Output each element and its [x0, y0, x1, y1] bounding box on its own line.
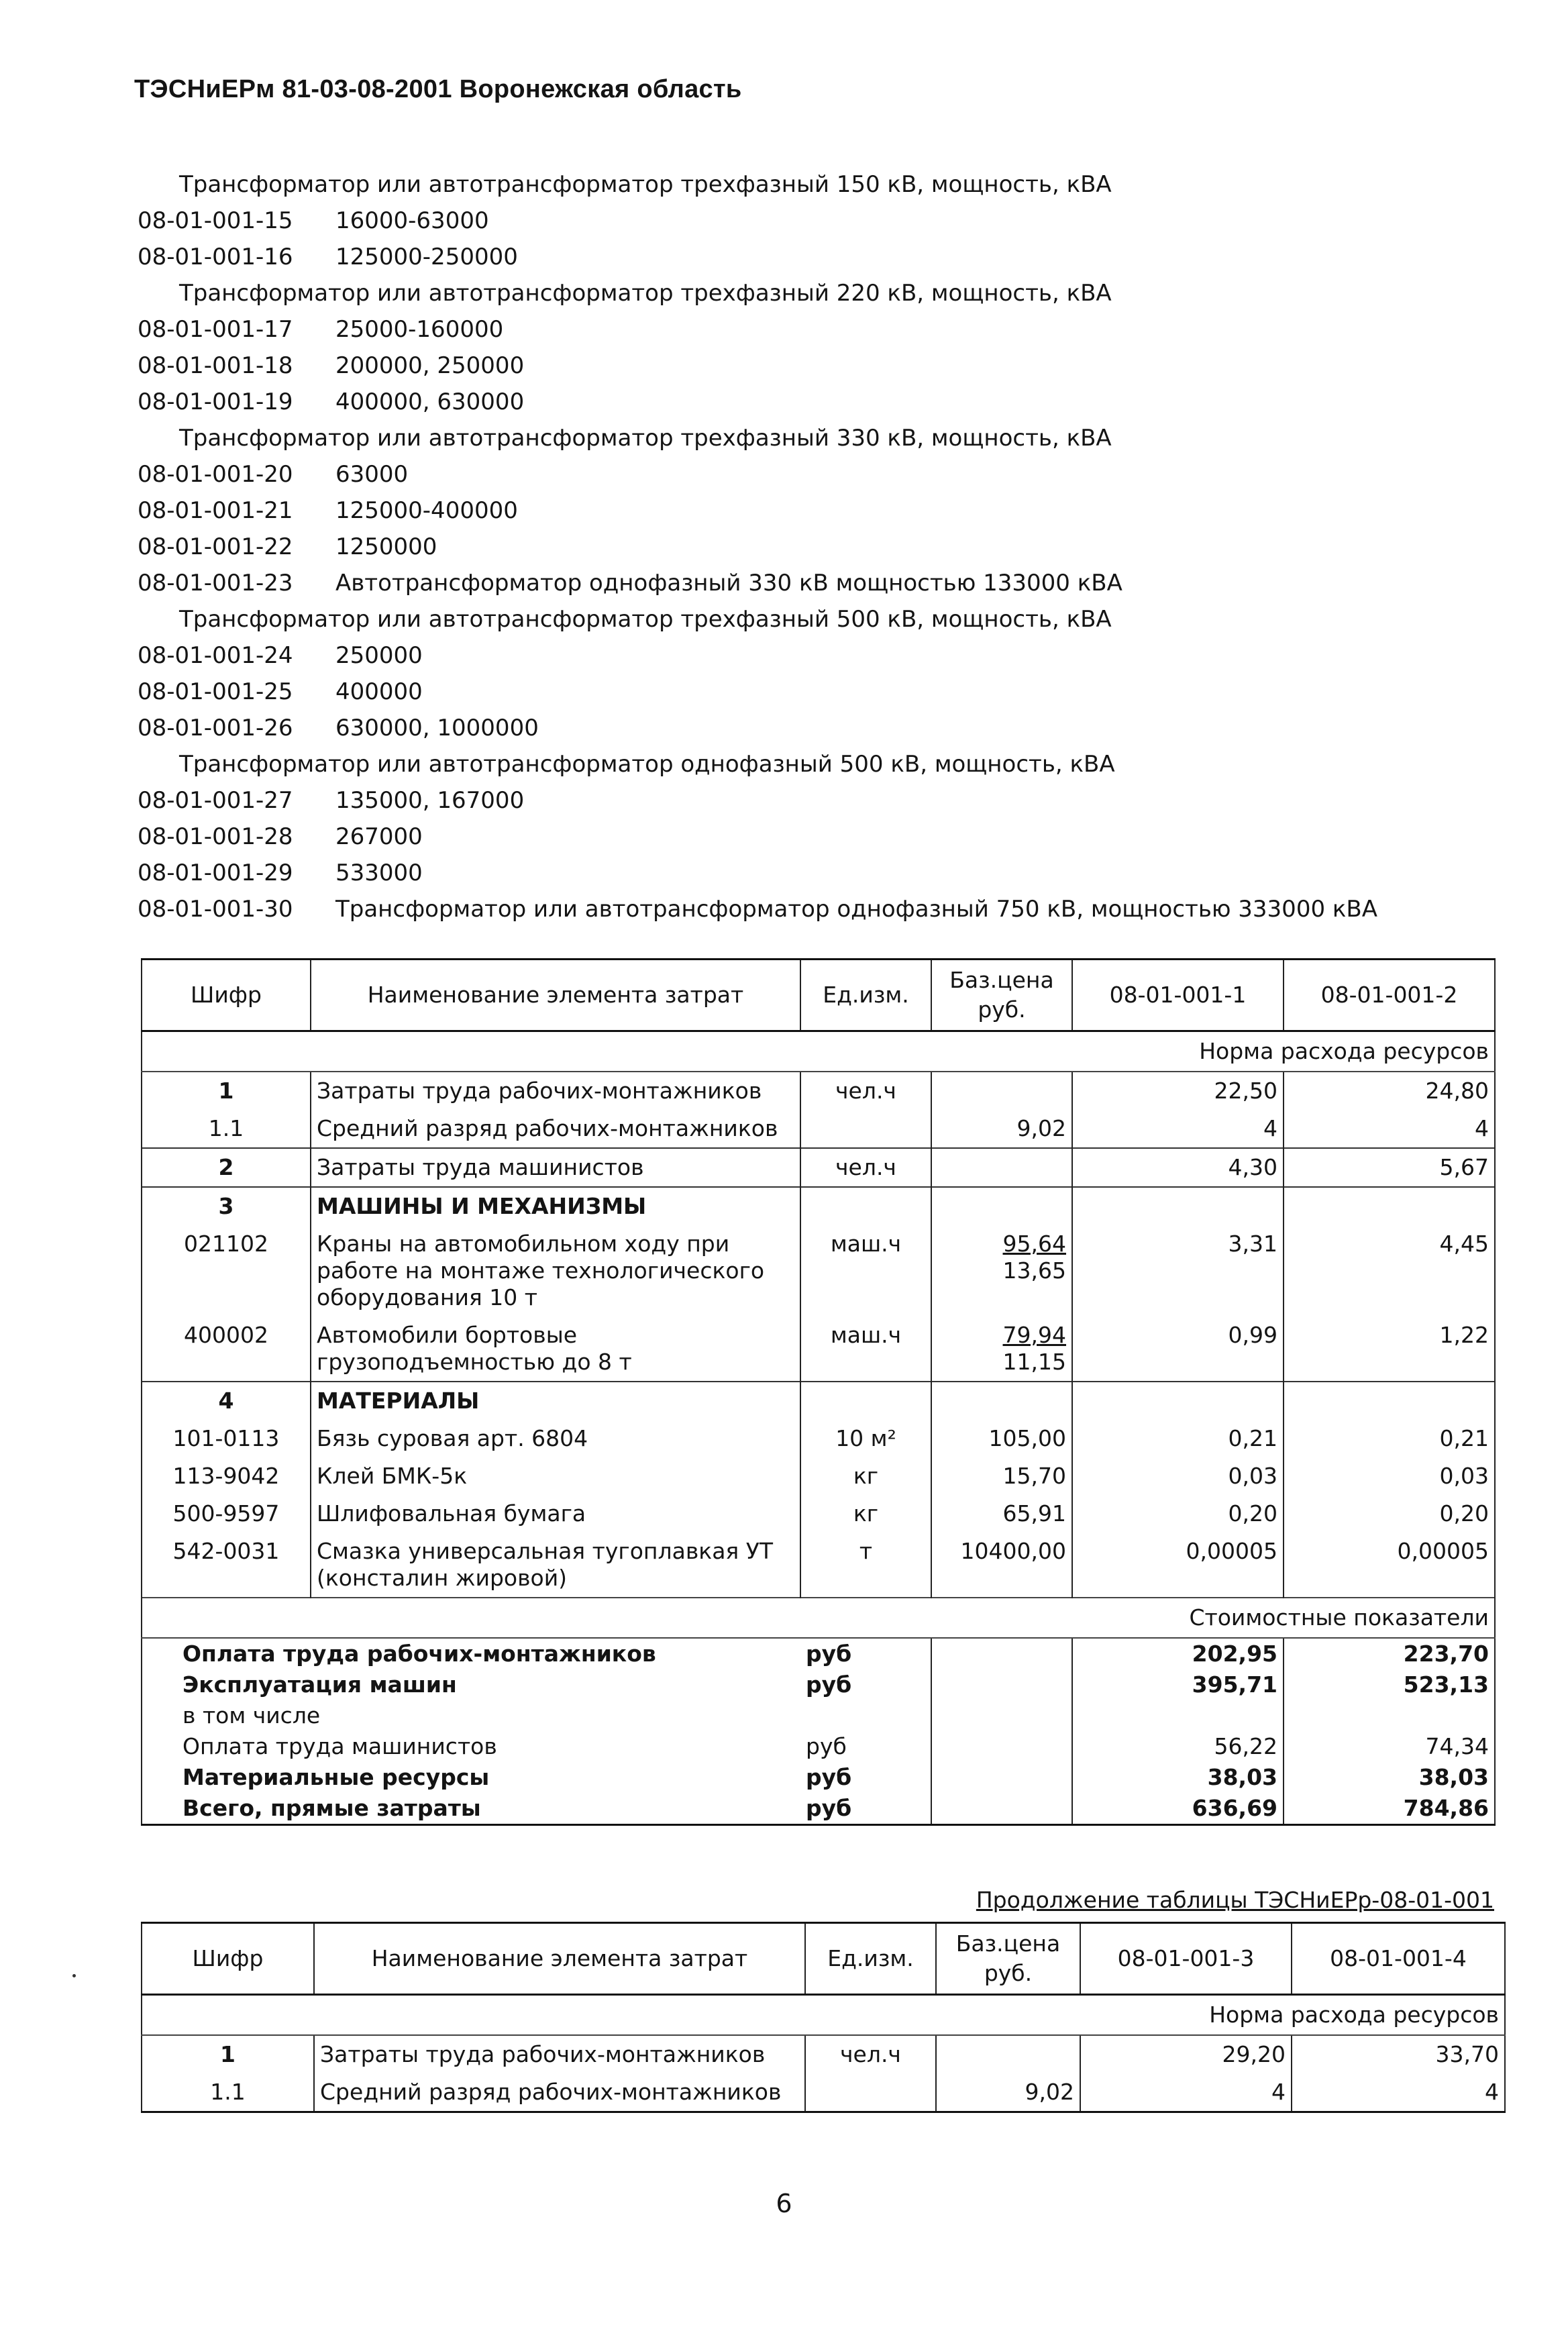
total-unit: руб: [800, 1669, 931, 1700]
row-value-2: 5,67: [1284, 1148, 1495, 1187]
table-header-row: [142, 960, 1495, 1031]
listing-item: [138, 311, 1466, 348]
row-code: 1.1: [142, 2073, 314, 2112]
cost-label: Стоимостные показатели: [142, 1598, 1495, 1638]
row-price: [931, 1457, 1072, 1495]
row-price: [931, 1420, 1072, 1457]
row-price-value: 65,91: [1002, 1500, 1066, 1527]
row-name: Затраты труда рабочих-монтажников: [311, 1072, 800, 1110]
row-value-1: 0,03: [1072, 1457, 1284, 1495]
row-code: 113-9042: [142, 1457, 311, 1495]
row-name: МАШИНЫ И МЕХАНИЗМЫ: [311, 1187, 800, 1225]
norm-label-row: [142, 1995, 1505, 2036]
total-label: Эксплуатация машин: [142, 1669, 800, 1700]
row-value-2: 0,03: [1284, 1457, 1495, 1495]
table-row: [142, 1533, 1495, 1598]
listing-text: 267000: [335, 823, 423, 850]
row-value-1: 4: [1080, 2073, 1292, 2112]
total-value-1: 202,95: [1072, 1638, 1284, 1669]
listing-item: [138, 710, 1466, 746]
row-value-2: 0,20: [1284, 1495, 1495, 1533]
total-row: [142, 1731, 1495, 1762]
row-price-value: 15,70: [1002, 1463, 1066, 1489]
page-number: 6: [776, 2189, 792, 2218]
total-label: Всего, прямые затраты: [142, 1793, 800, 1825]
listing-item: [138, 819, 1466, 855]
row-value-2: 4: [1284, 1110, 1495, 1148]
row-code: 400002: [142, 1316, 311, 1382]
row-name: Смазка универсальная тугоплавкая УТ (консталин жировой): [311, 1533, 800, 1598]
row-value-2: [1284, 1382, 1495, 1420]
norm-label: Норма расхода ресурсов: [142, 1031, 1495, 1072]
listing-text: 400000, 630000: [335, 389, 525, 415]
total-value-2: 523,13: [1284, 1669, 1495, 1700]
row-name: Затраты труда машинистов: [311, 1148, 800, 1187]
row-unit: [805, 2073, 936, 2112]
row-value-1: 22,50: [1072, 1072, 1284, 1110]
row-unit: чел.ч: [800, 1072, 931, 1110]
listing-item: [138, 384, 1466, 420]
header-code: Шифр: [142, 1923, 314, 1995]
total-value-1: 395,71: [1072, 1669, 1284, 1700]
row-code: 021102: [142, 1225, 311, 1316]
table-row: [142, 1148, 1495, 1187]
listing-text: Трансформатор или автотрансформатор трехфазный 150 кВ, мощность, кВА: [179, 171, 1112, 198]
row-code: 1: [142, 2035, 314, 2073]
listing-text: 25000-160000: [335, 316, 504, 343]
listing-text: 125000-400000: [335, 497, 518, 524]
total-label: Оплата труда машинистов: [142, 1731, 800, 1762]
listing-text: Трансформатор или автотрансформатор однофазный 500 кВ, мощность, кВА: [179, 751, 1115, 778]
row-code: 4: [142, 1382, 311, 1420]
listing-text: 400000: [335, 678, 423, 705]
listing-text: 63000: [335, 461, 409, 488]
table-row: [142, 1495, 1495, 1533]
total-label: в том числе: [142, 1700, 800, 1731]
header-column-1: 08-01-001-3: [1080, 1923, 1292, 1995]
total-value-1: 38,03: [1072, 1762, 1284, 1793]
row-code: 500-9597: [142, 1495, 311, 1533]
listing-item: [138, 782, 1466, 819]
row-price-value: 95,64: [1002, 1231, 1066, 1257]
listing-code: 08-01-001-18: [138, 352, 293, 379]
resource-listing: [138, 166, 1466, 927]
table-row: [142, 1316, 1495, 1382]
listing-code: 08-01-001-23: [138, 570, 293, 597]
total-price: [931, 1700, 1072, 1731]
row-name: МАТЕРИАЛЫ: [311, 1382, 800, 1420]
total-value-2: [1284, 1700, 1495, 1731]
row-name: Затраты труда рабочих-монтажников: [314, 2035, 805, 2073]
listing-code: 08-01-001-30: [138, 896, 293, 923]
row-name: Шлифовальная бумага: [311, 1495, 800, 1533]
listing-group-heading: [138, 420, 1466, 456]
listing-code: 08-01-001-20: [138, 461, 293, 488]
listing-code: 08-01-001-19: [138, 389, 293, 415]
listing-item: [138, 203, 1466, 239]
row-value-1: 0,20: [1072, 1495, 1284, 1533]
row-price: [931, 1382, 1072, 1420]
row-price: [931, 1072, 1072, 1110]
row-price: [936, 2035, 1080, 2073]
row-value-2: 1,22: [1284, 1316, 1495, 1382]
listing-group-heading: [138, 601, 1466, 637]
listing-code: 08-01-001-26: [138, 715, 293, 741]
row-unit: чел.ч: [800, 1148, 931, 1187]
listing-item: [138, 529, 1466, 565]
row-code: 1: [142, 1072, 311, 1110]
table-row: [142, 1382, 1495, 1420]
listing-code: 08-01-001-22: [138, 533, 293, 560]
listing-item: [138, 348, 1466, 384]
row-unit: маш.ч: [800, 1225, 931, 1316]
listing-text: 250000: [335, 642, 423, 669]
listing-code: 08-01-001-28: [138, 823, 293, 850]
total-price: [931, 1669, 1072, 1700]
row-value-1: 4: [1072, 1110, 1284, 1148]
row-value-1: 3,31: [1072, 1225, 1284, 1316]
listing-code: 08-01-001-16: [138, 244, 293, 270]
row-unit: кг: [800, 1457, 931, 1495]
resource-table-1: [141, 958, 1496, 1826]
row-value-2: 4,45: [1284, 1225, 1495, 1316]
listing-text: 1250000: [335, 533, 437, 560]
row-price: [931, 1225, 1072, 1316]
norm-label: Норма расхода ресурсов: [142, 1995, 1505, 2036]
row-name: Средний разряд рабочих-монтажников: [311, 1110, 800, 1148]
total-row: [142, 1700, 1495, 1731]
row-name: Краны на автомобильном ходу при работе на монтаже технологического оборудования 10 т: [311, 1225, 800, 1316]
total-value-2: 784,86: [1284, 1793, 1495, 1825]
listing-group-heading: [138, 746, 1466, 782]
table-row: [142, 1110, 1495, 1148]
table-row: [142, 1187, 1495, 1225]
row-name: Автомобили бортовые грузоподъемностью до 8 т: [311, 1316, 800, 1382]
row-price-value: 105,00: [988, 1425, 1066, 1451]
row-code: 542-0031: [142, 1533, 311, 1598]
header-name: Наименование элемента затрат: [314, 1923, 805, 1995]
listing-text: 630000, 1000000: [335, 715, 539, 741]
listing-text: 200000, 250000: [335, 352, 525, 379]
row-value-1: [1072, 1382, 1284, 1420]
listing-item: [138, 456, 1466, 493]
row-price-value: 9,02: [1016, 1115, 1066, 1141]
table-continuation-note: Продолжение таблицы ТЭСНиЕРр-08-01-001: [976, 1887, 1494, 1913]
row-unit: чел.ч: [805, 2035, 936, 2073]
listing-text: Автотрансформатор однофазный 330 кВ мощностью 133000 кВА: [335, 570, 1122, 597]
cost-label-row: [142, 1598, 1495, 1638]
total-unit: руб: [800, 1638, 931, 1669]
row-price: [931, 1495, 1072, 1533]
row-price: [931, 1316, 1072, 1382]
header-column-1: 08-01-001-1: [1072, 960, 1284, 1031]
listing-item: [138, 855, 1466, 891]
row-unit: [800, 1110, 931, 1148]
table-row: [142, 1072, 1495, 1110]
total-value-1: 636,69: [1072, 1793, 1284, 1825]
total-price: [931, 1793, 1072, 1825]
listing-text: Трансформатор или автотрансформатор трехфазный 220 кВ, мощность, кВА: [179, 280, 1112, 307]
row-price-secondary: 13,65: [1002, 1257, 1066, 1284]
table-row: [142, 1420, 1495, 1457]
listing-item: [138, 565, 1466, 601]
row-name: Средний разряд рабочих-монтажников: [314, 2073, 805, 2112]
total-label: Материальные ресурсы: [142, 1762, 800, 1793]
total-value-2: 74,34: [1284, 1731, 1495, 1762]
total-unit: [800, 1700, 931, 1731]
header-column-2: 08-01-001-2: [1284, 960, 1495, 1031]
listing-code: 08-01-001-29: [138, 860, 293, 886]
row-price-value: 79,94: [1002, 1322, 1066, 1348]
table-row: [142, 2073, 1505, 2112]
row-value-1: 0,00005: [1072, 1533, 1284, 1598]
row-unit: т: [800, 1533, 931, 1598]
document-header: ТЭСНиЕРм 81-03-08-2001 Воронежская область: [134, 75, 742, 103]
total-value-1: 56,22: [1072, 1731, 1284, 1762]
listing-text: 125000-250000: [335, 244, 518, 270]
row-price: [931, 1110, 1072, 1148]
listing-text: 16000-63000: [335, 207, 489, 234]
row-unit: 10 м²: [800, 1420, 931, 1457]
row-price: [936, 2073, 1080, 2112]
header-price: Баз.цена руб.: [931, 960, 1072, 1031]
total-price: [931, 1762, 1072, 1793]
listing-code: 08-01-001-27: [138, 787, 293, 814]
header-name: Наименование элемента затрат: [311, 960, 800, 1031]
total-value-2: 223,70: [1284, 1638, 1495, 1669]
row-price-value: 9,02: [1025, 2079, 1074, 2105]
listing-text: 533000: [335, 860, 423, 886]
row-value-2: 0,00005: [1284, 1533, 1495, 1598]
table-row: [142, 1457, 1495, 1495]
row-unit: [800, 1187, 931, 1225]
total-value-1: [1072, 1700, 1284, 1731]
listing-item: [138, 637, 1466, 674]
total-value-2: 38,03: [1284, 1762, 1495, 1793]
resource-table-2: [141, 1922, 1506, 2113]
total-price: [931, 1731, 1072, 1762]
row-name: Клей БМК-5к: [311, 1457, 800, 1495]
row-price-value: 10400,00: [960, 1538, 1066, 1564]
total-row: [142, 1669, 1495, 1700]
row-value-2: 4: [1292, 2073, 1505, 2112]
total-row: [142, 1638, 1495, 1669]
listing-code: 08-01-001-24: [138, 642, 293, 669]
listing-item: [138, 493, 1466, 529]
listing-group-heading: [138, 166, 1466, 203]
row-value-1: 0,99: [1072, 1316, 1284, 1382]
total-label: Оплата труда рабочих-монтажников: [142, 1638, 800, 1669]
row-unit: кг: [800, 1495, 931, 1533]
listing-item: [138, 239, 1466, 275]
norm-label-row: [142, 1031, 1495, 1072]
total-unit: руб: [800, 1793, 931, 1825]
row-code: 2: [142, 1148, 311, 1187]
row-value-1: 4,30: [1072, 1148, 1284, 1187]
header-unit: Ед.изм.: [800, 960, 931, 1031]
row-value-2: 33,70: [1292, 2035, 1505, 2073]
row-code: 3: [142, 1187, 311, 1225]
total-price: [931, 1638, 1072, 1669]
total-row: [142, 1762, 1495, 1793]
row-price: [931, 1187, 1072, 1225]
total-row: [142, 1793, 1495, 1825]
listing-code: 08-01-001-25: [138, 678, 293, 705]
header-column-2: 08-01-001-4: [1292, 1923, 1505, 1995]
table-row: [142, 2035, 1505, 2073]
listing-code: 08-01-001-21: [138, 497, 293, 524]
row-value-2: 24,80: [1284, 1072, 1495, 1110]
row-price-secondary: 11,15: [1002, 1349, 1066, 1375]
table-header-row: [142, 1923, 1505, 1995]
listing-text: Трансформатор или автотрансформатор однофазный 750 кВ, мощностью 333000 кВА: [335, 896, 1378, 923]
total-unit: руб: [800, 1731, 931, 1762]
listing-code: 08-01-001-17: [138, 316, 293, 343]
row-unit: [800, 1382, 931, 1420]
row-code: 101-0113: [142, 1420, 311, 1457]
row-value-1: [1072, 1187, 1284, 1225]
row-value-2: 0,21: [1284, 1420, 1495, 1457]
listing-text: Трансформатор или автотрансформатор трехфазный 500 кВ, мощность, кВА: [179, 606, 1112, 633]
listing-item: [138, 674, 1466, 710]
row-value-1: 0,21: [1072, 1420, 1284, 1457]
row-unit: маш.ч: [800, 1316, 931, 1382]
listing-text: 135000, 167000: [335, 787, 525, 814]
listing-group-heading: [138, 275, 1466, 311]
listing-item: [138, 891, 1466, 927]
listing-code: 08-01-001-15: [138, 207, 293, 234]
scan-dot: [72, 1974, 76, 1977]
row-price: [931, 1148, 1072, 1187]
total-unit: руб: [800, 1762, 931, 1793]
row-value-1: 29,20: [1080, 2035, 1292, 2073]
header-price: Баз.цена руб.: [936, 1923, 1080, 1995]
header-unit: Ед.изм.: [805, 1923, 936, 1995]
row-code: 1.1: [142, 1110, 311, 1148]
row-value-2: [1284, 1187, 1495, 1225]
table-row: [142, 1225, 1495, 1316]
listing-text: Трансформатор или автотрансформатор трехфазный 330 кВ, мощность, кВА: [179, 425, 1112, 452]
row-name: Бязь суровая арт. 6804: [311, 1420, 800, 1457]
header-code: Шифр: [142, 960, 311, 1031]
row-price: [931, 1533, 1072, 1598]
